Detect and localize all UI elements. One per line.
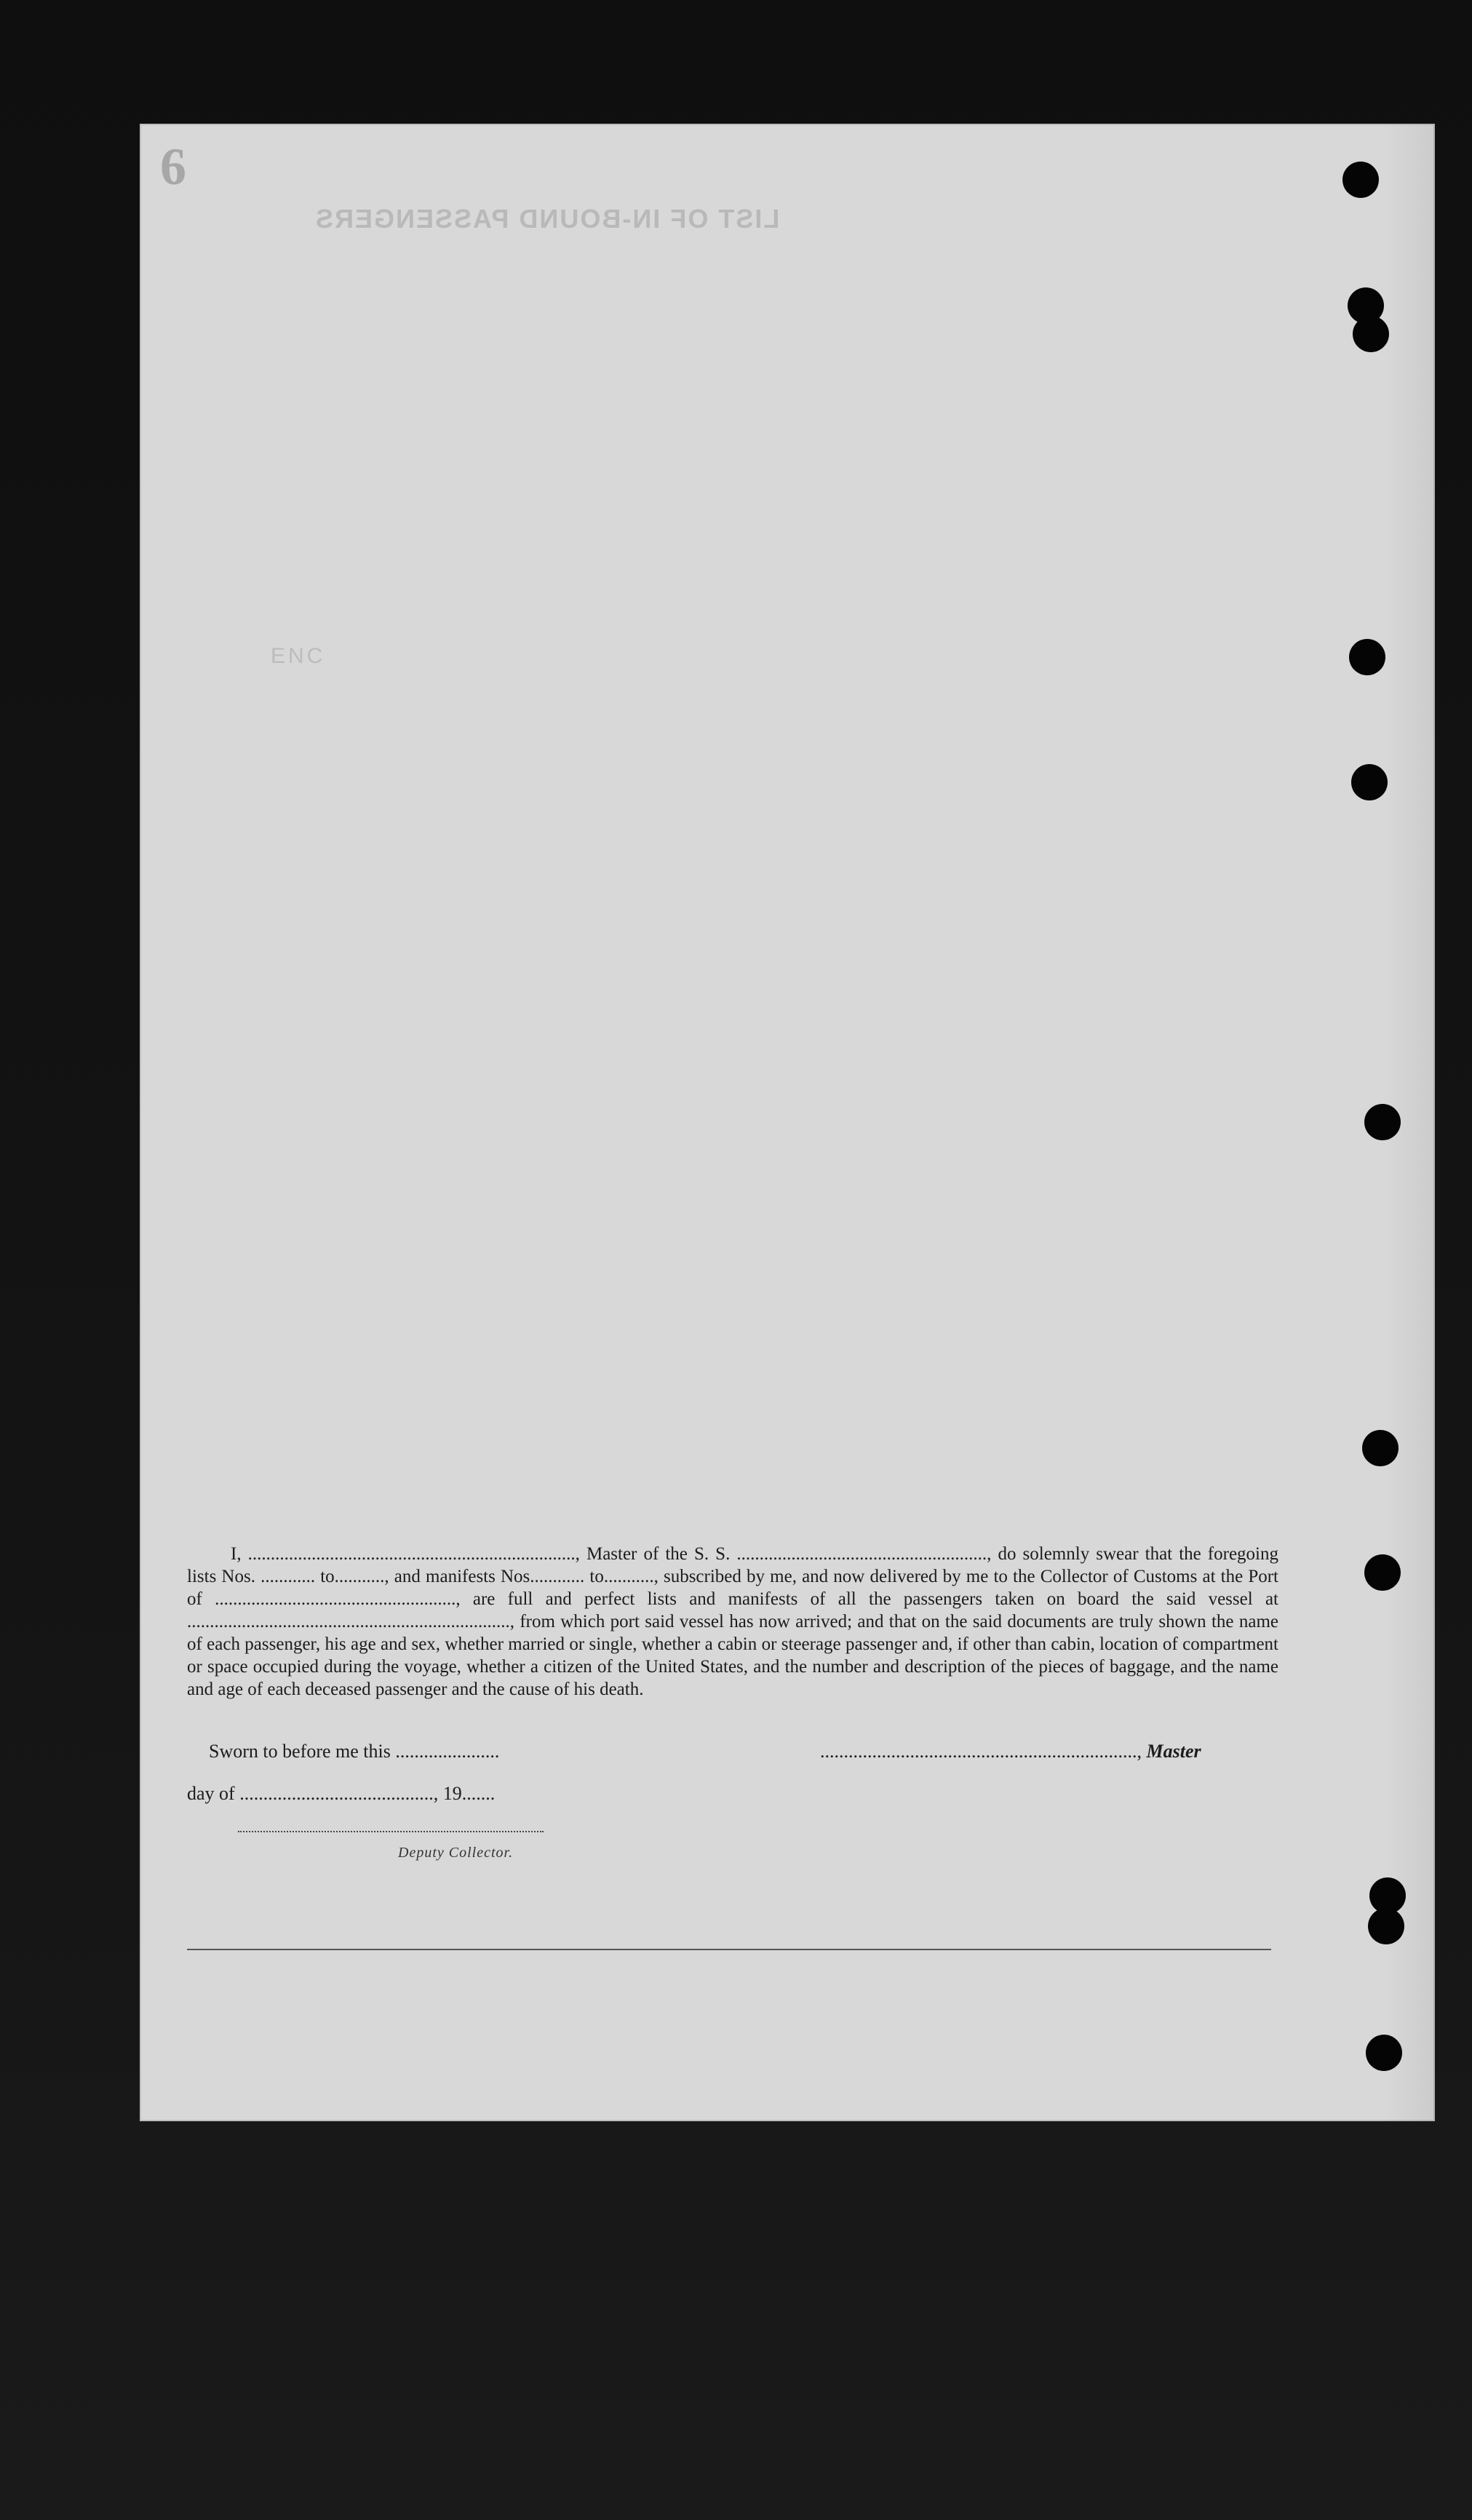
punch-hole [1349, 639, 1385, 675]
faint-stamp-mark: ENC [271, 644, 326, 668]
master-signature-line [820, 1741, 1201, 1762]
bleed-through-heading: LIST OF IN-BOUND PASSENGERS [314, 204, 780, 234]
oath-text: I, ........................................................................, Master of the S. S. ......................................................., do solemnly swear that the foregoing lists Nos. ............ to..........., and manifests Nos............ to..........., subscribed by me, and now delivered by me to the Collector of Customs at the Port of ....................................................., are full and perfect lists and manifests of all the passengers taken on board the said vessel at ......................................................................., from which port said vessel has now arrived; and that on the said documents are truly shown the name of each passenger, his age and sex, whether married or single, whether a cabin or steerage passenger and, if other than cabin, location of compartment or space occupied during the voyage, whether a citizen of the United States, and the number and description of the pieces of baggage, and the name and age of each deceased passenger and the cause of his death. [187, 1544, 1278, 1699]
bottom-rule [187, 1949, 1271, 1950]
master-signature-dots: ..................................................................., [820, 1741, 1142, 1762]
sworn-line: Sworn to before me this ...................... [209, 1741, 500, 1762]
date-line: day of ........................................., 19....... [187, 1783, 496, 1804]
master-label: Master [1146, 1741, 1201, 1762]
punch-hole [1364, 1554, 1401, 1591]
punch-hole [1351, 764, 1388, 800]
punch-hole [1342, 162, 1379, 198]
deputy-signature-line [238, 1831, 544, 1832]
punch-hole [1353, 316, 1389, 352]
punch-hole [1362, 1430, 1399, 1466]
deputy-collector-label: Deputy Collector. [398, 1845, 514, 1861]
oath-paragraph [187, 1543, 1278, 1701]
document-page [140, 124, 1435, 2121]
punch-hole [1364, 1104, 1401, 1140]
page-number-stamp: 6 [160, 138, 186, 196]
punch-hole [1368, 1908, 1404, 1944]
punch-hole [1366, 2035, 1402, 2071]
